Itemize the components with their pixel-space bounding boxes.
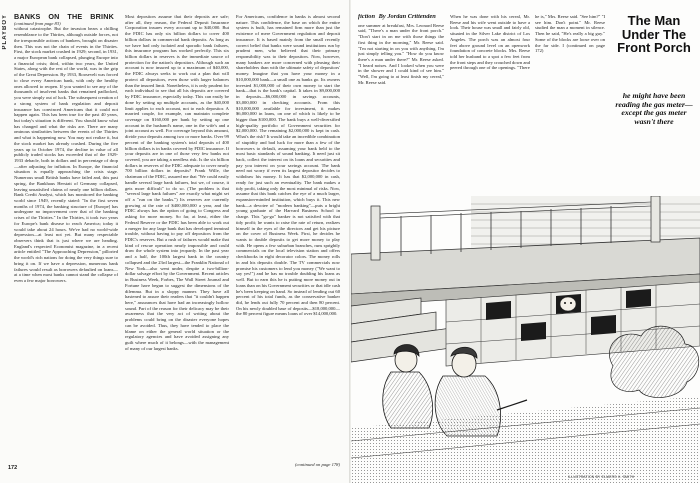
article-column-3 xyxy=(236,14,340,460)
story-byline-block xyxy=(358,14,444,20)
story-column-1 xyxy=(358,14,444,200)
pull-quote: he might have been reading the gas meter—except the gas meter wasn't there xyxy=(615,91,693,126)
continued-from: (continued from page 83) xyxy=(14,20,61,26)
porch-illustration xyxy=(351,196,700,483)
article-heading: BANKS ON THE BRINK xyxy=(14,14,114,21)
article-column-2 xyxy=(125,14,229,468)
magazine-side-label: PLAYBOY xyxy=(2,14,8,50)
story-byline: By Jordan Crittenden xyxy=(378,14,436,20)
man-face xyxy=(560,297,576,311)
story-col2-text: When he was done with his cereal, Mr. Reese and his wife went outside to have a look. Their house was small and fairly old, situated in the Silver Lake district of Los Angeles. The porch was an almost four feet above ground level on an openwork foundation of concrete blocks. Mrs. Reese told her husband to a spot a few feet from the front steps and they crouched down and peered through one of the openings. "There xyxy=(450,14,530,71)
story-column-3 xyxy=(535,14,605,192)
page-number: 172 xyxy=(8,465,18,471)
continued-on: (continued on page 178) xyxy=(294,462,340,467)
story-column-2 xyxy=(450,14,530,192)
story-col1-text: one summer at breakfast, Mrs. Leonard Reese said, "There's a man under the front porch." "Don't start in on me with those things the first thing in the morning," Mr. Reese said. "I'm not starting in on you with anything. I'm just simply telling you." "How do you know there's a man under there?" Mr. Reese asked. "I heard noises. And I looked when you were in the shower and I could kind of see him." "Well, I'm going to at least finish my cereal," Mr. Reese said. xyxy=(358,22,444,85)
left-page xyxy=(0,0,349,483)
article-col2-text: Most depositors assume that their deposits are safe; after all, they reason, the Federal Deposit Insurance Corporation insures every account up to $40,000. But the FDIC has only six billion dollars to cover 400 billion dollars in commercial bank deposits. As long as we have had only isolated and sporadic bank failures, this insurance program has worked perfectly. This six billion dollars in reserves is the immediate source of protection for the nation's depositors. Although such an account is now insured up to a maximum of $40,000, the FDIC always seeks to work out a plan that will protect all depositors, even those with larger balances than the insured limit. Nonetheless, it is only prudent for each individual to see that all his deposits are covered by FDIC insurance, especially today. This can easily be done by setting up multiple accounts, as the $40,000 limit applies to each account, not to each depositor. A married couple, for example, can maintain complete coverage on $160,000 per bank by setting up one account in the husband's name, one in the wife's and a joint account as well. For coverage beyond this amount, divide your deposits among two or more banks. Over 99 percent of the banking system's total deposits of 400 billion dollars is in banks covered by FDIC insurance. If your deposits are in one of those very few banks not covered, you are taking a needless risk. Is the six billion dollars in reserves of the FDIC adequate to cover nearly 700 billion dollars in deposits? Frank Wille, the chairman of the FDIC, assured me that "We could easily handle several large bank failures, but we, of course, it gets more difficult" to do so. (The problem is that "several large bank failures" are exactly what might set off a "run on the banks.") Its reserves are currently growing at the rate of $400,000,000 a year, and the FDIC always has the option of going to Congress and asking for more money. So far, at least, either the Federal Reserve or the FDIC has been able to work out a merger for any large bank that has developed terminal trouble, without having to pay off depositors from the FDIC's reserves. But a rush of failures would make that kind of rescue operation nearly impossible and could draw the whole system into jeopardy. In the past year and a half, the 100th largest bank in the country collapsed and the 23rd largest—the Franklin National of New York—also went under, despite a two-billion-dollar salvage effort by the Government. Recent articles in Business Week, Forbes, The Wall Street Journal and Fortune have begun to suggest the dimensions of the dilemma. But in a sloppy manner. They have all hastened to assure their readers that "it couldn't happen here," assurances that have had an increasingly hollow sound. Part of the reason for their delicacy may be their awareness that the very act of writing about the problems could bring on the disaster everyone hopes can be avoided. Thus, they have tended to place the blame on either the general world situation or the regulatory agencies and have avoided assigning any guilt where much of it belongs—with the management of many of our largest banks. xyxy=(125,14,229,351)
story-col3-text: he is," Mrs. Reese said. "See him?" "I see him. Don't point." Mr. Reese studied the man a moment in silence. Then he said, "He's really a big guy." Some of the blocks are loose over on the far side. I (continued on page 172) xyxy=(535,14,605,54)
illustration-credit: ILLUSTRATION BY ELMERS H. SMITH xyxy=(568,475,635,479)
article-col1-text: without catastrophe. But the invasion bears a chilling resemblance to the Thirties, although outside forces, not the irresponsible actions of bankers, brought on disaster then. This was not the chain of events in the Thirties. First, the stock market crashed in 1929; second, in 1931, a major European bank collapsed, plunging Europe into a financial crisis; third, within two years, the United States, along with the rest of the world, was in the grip of the Great Depression. By 1933, Roosevelt was forced to close every American bank, with only the healthy ones allowed to reopen. If you wanted to see any of the thousands of insolvent banks that remained padlocked, you were simply out of luck. The subsequent creation of a strong system of bank regulation and deposit insurance has convinced Americans that it could not happen again. This has been true for the past 40 years, but today's situation is different. You should know what has changed and what the risks are. There are many ominous similarities between the events of the Thirties and what is happening now. You may not realize it, but the stock market has already crashed. During the five years up to October 1974, the decline in value of all publicly traded stocks has exceeded that of the 1929-1933 debacle, both in dollars and in percentage of drop—after adjusting for inflation. In Europe, the financial situation is equally approaching the crisis stage. Numerous small British banks have failed and, this past spring, the Bankhaus Herstatt of Germany collapsed, leaving unsatisfied claims of nearly one billion dollars. Bank Credit Analyst, which has monitored the banking world since 1949, recently stated: "In the first seven months of 1974, the banking structure of [Europe] has undergone no improvement over that of the banking crises of the Thirties." In the Thirties, it took two years for Europe's bank disease to reach America; today it would take about 24 hours. We've had no world-wide depression—at least not yet. But many respectable observers think that is just where we are heading. England's respected Economist magazine, in a recent article entitled "The Approaching Depression," pilloried the world's rich nations for doing the very things sure to bring it on. If we have a depression, numerous bank failures would result as borrowers defaulted on loans—at a time when most banks cannot stand the collapse of even a few major borrowers. xyxy=(14,26,118,284)
story-title: The Man Under The Front Porch xyxy=(617,13,691,55)
fiction-label: fiction xyxy=(358,14,376,20)
story-title-block xyxy=(611,14,697,55)
article-column-1 xyxy=(14,14,118,468)
article-col3-text: For Americans, confidence in banks is almost second nature. This confidence, the base on which the entire system is built, has remained firm more than just the existence of mere Government regulation and deposit insurance. It is based mainly from the small recently correct belief that banks were sound institutions run by prudent men, who believed that their primary responsibility was to their depositors. Now, however, many bankers are more concerned with pleasing their shareholders than with the ultimate safety of depositors' money. Imagine that you have your money in a $10,000,000 bank—a small one as banks go. Its owners invested $1,000,000 of their own money to start the bank—that is the bank's capital. It takes in $9,000,000 in deposits—$6,000,000 in savings accounts, $3,000,000 in checking accounts. From this $10,000,000 available for investment, it makes $6,000,000 in loans, on one of which is likely to be bigger than $100,000. The bank buys a well-diversified high-quality portfolio of Government securities for $2,000,000. The remaining $2,000,000 is kept in cash. What's the risk? It would take an incredible combination of stupidity and bad luck for more than a few of the borrowers to default, assuming your bank held to the most basic standards of sound banking. It need just sit back, collect the interest on its loans and securities and pay you interest on your savings account. The bank need not worry if even its largest depositor decides to withdraw his money. It has that $2,000,000 in cash, ready for just such an eventuality. The bank makes a tidy profit, taking only the most minimal of risks. Now, assume that this bank catches the eye of a much larger, expansion-minded institution, which buys it. This new bank—a devotee of "modern banking"—puts a bright young graduate of the Harvard Business School in charge. This "go-go" banker is not satisfied with that tidy profit; he wants to raise the rate of return, realizes himself in the eyes of the directors and get his picture on the cover of Business Week. First, he decides he wants to double deposits to get more money to play with. He opens a few suburban branches, runs sprightly commercials on the local television station and offers checkbooks in eight decorator colors. The money rolls in and his deposits double. The TV commercials now promise his customers to lend you money ("We want to say yes!") and he has no trouble doubling his loans as well. But to earn this he is putting more money out in loans than on his Government securities or that idle cash he's been keeping on hand. So instead of lending out 60 percent of his total funds, as the conservative banker did, he lends out fully 70 percent and then 80 percent. On his newly doubled base of deposits—$18,000,000—the 80 percent figure means loans of over $14,000,000. xyxy=(236,14,340,317)
